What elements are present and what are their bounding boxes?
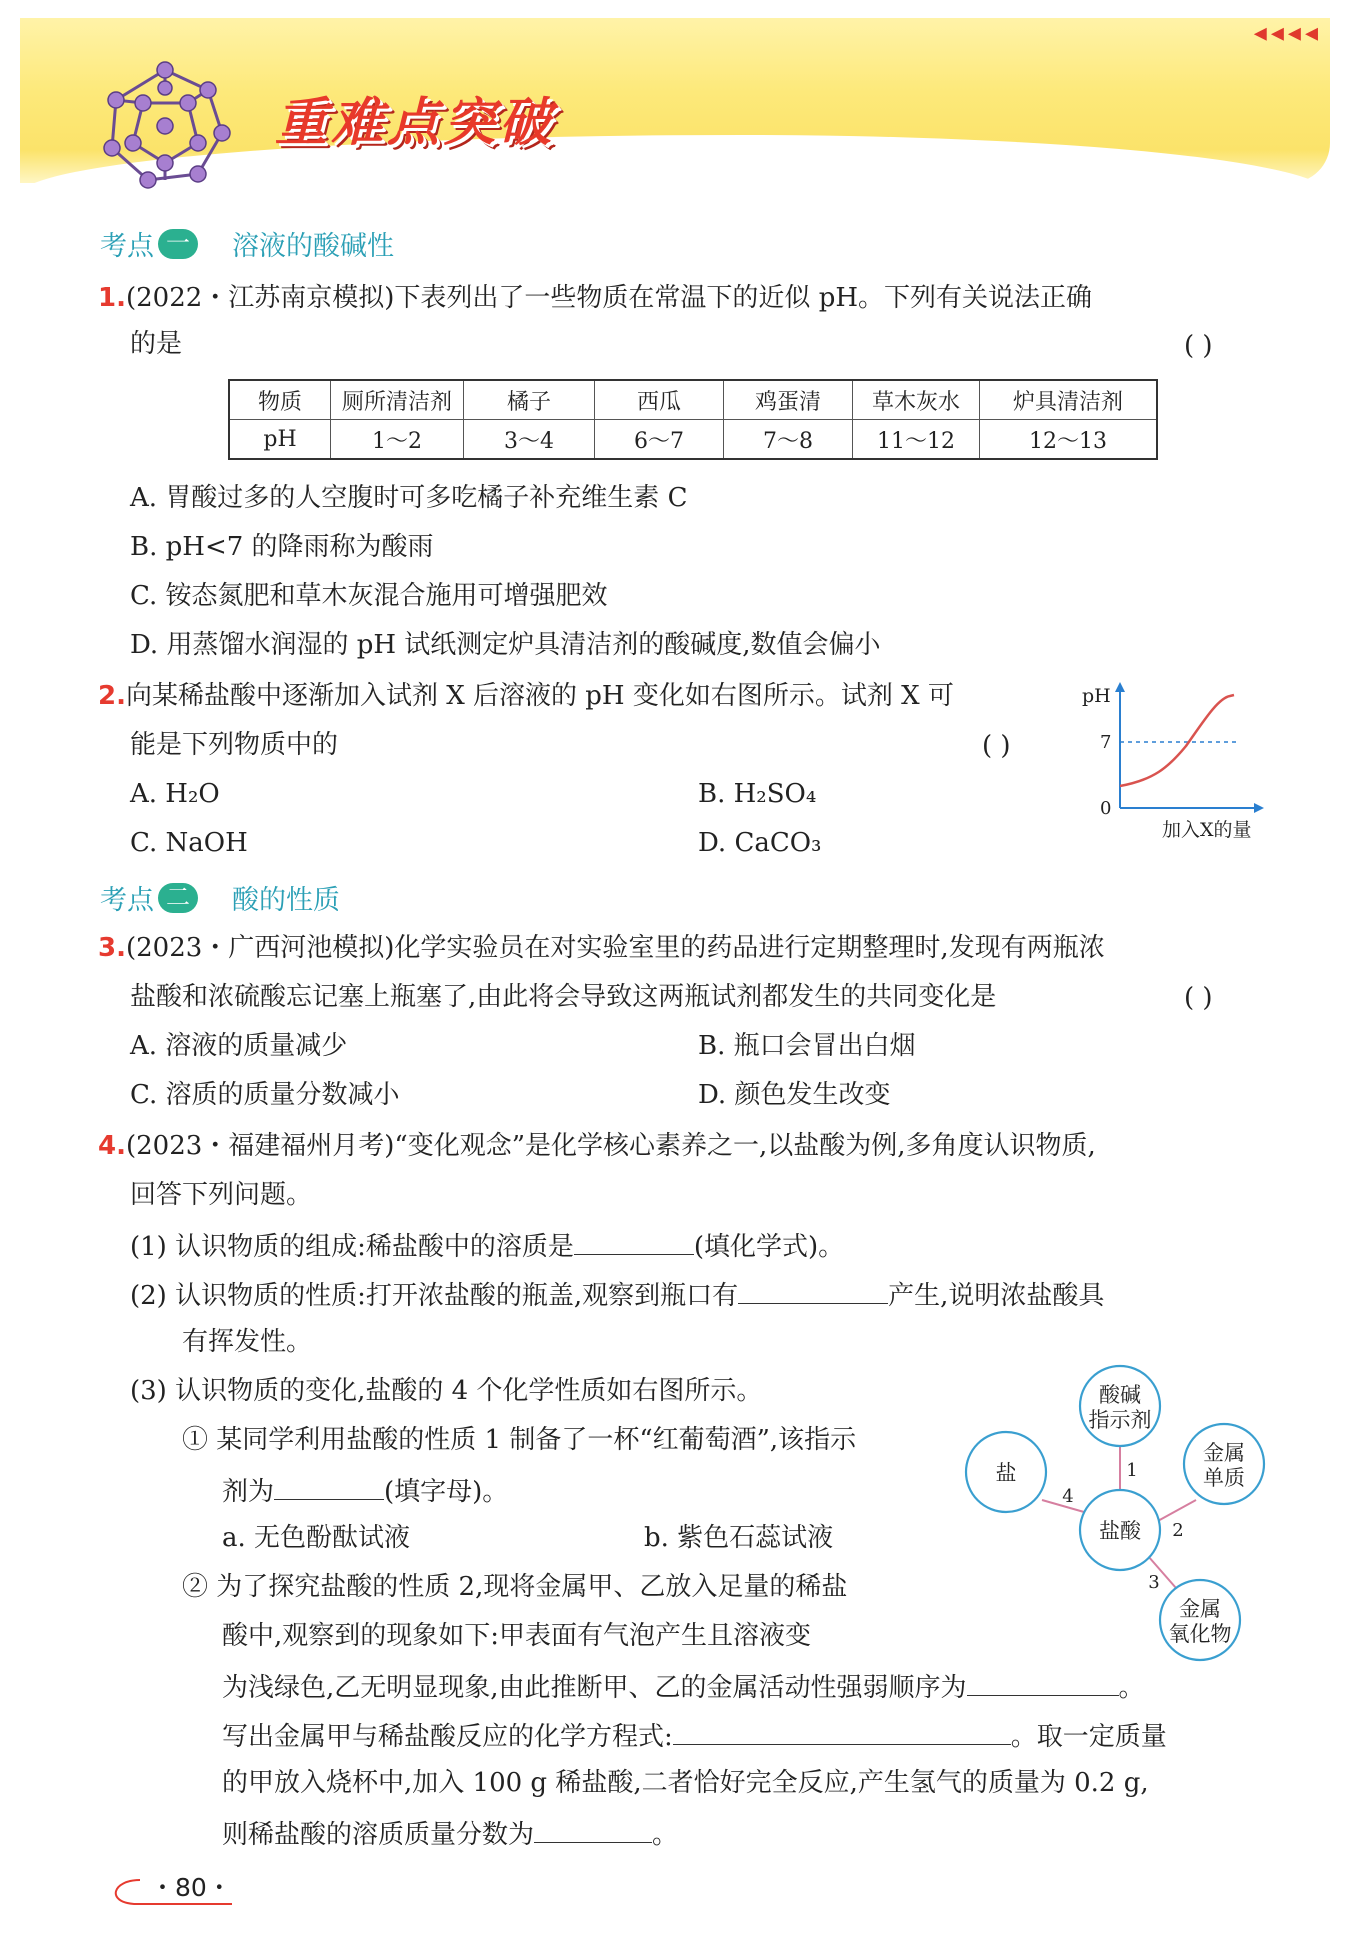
q2-option-a: A. H₂O [130,779,220,809]
center-node-label: 盐酸 [1099,1519,1141,1543]
question-number: 3. [98,933,126,963]
table-cell: 12～13 [980,420,1158,460]
origin-label: 0 [1100,798,1112,819]
table-cell: 物质 [229,380,331,420]
node-label: 金属 [1203,1441,1245,1465]
x-axis-arrow-icon [1254,803,1264,813]
answer-bracket: ( ) [1184,983,1213,1013]
q4-sub2-line1: ② 为了探究盐酸的性质 2,现将金属甲、乙放入足量的稀盐 [182,1572,848,1602]
ph-table [228,379,1158,460]
node-label: 指示剂 [1088,1408,1152,1432]
q1-stem: (2022・江苏南京模拟)下表列出了一些物质在常温下的近似 pH。下列有关说法正确 [125,283,1093,313]
table-cell: 炉具清洁剂 [980,380,1158,420]
answer-blank[interactable] [967,1667,1119,1696]
ph-curve [1120,695,1234,786]
section-label: 考点 [100,231,154,262]
q4-part1-text: (1) 认识物质的组成:稀盐酸中的溶质是 [130,1232,574,1262]
q4-stem: (2023・福建福州月考)“变化观念”是化学核心素养之一,以盐酸为例,多角度认识物质, [125,1131,1096,1161]
q4-line2: 回答下列问题。 [130,1180,313,1210]
node-label: 盐 [995,1461,1017,1485]
table-cell: 1～2 [331,420,464,460]
q4-sub1-option-b: b. 紫色石蕊试液 [644,1523,834,1553]
q4-sub1-suffix: (填字母)。 [384,1477,509,1507]
table-cell: 3～4 [464,420,595,460]
q4-part2-text: (2) 认识物质的性质:打开浓盐酸的瓶盖,观察到瓶口有 [130,1281,739,1311]
q4-sub2-fraction-text: 则稀盐酸的溶质质量分数为 [222,1820,535,1850]
table-cell: 草木灰水 [853,380,980,420]
y-tick-7: 7 [1100,732,1112,753]
table-cell: pH [229,420,331,460]
section-number-badge: 二 [158,883,198,913]
fullerene-molecule-icon [98,58,233,193]
q3-option-b: B. 瓶口会冒出白烟 [698,1031,916,1061]
section-name: 溶液的酸碱性 [232,231,394,262]
answer-blank[interactable] [738,1275,888,1304]
q1-option-b: B. pH<7 的降雨称为酸雨 [130,532,434,562]
x-axis-label: 加入X的量 [1162,819,1252,841]
q2-stem: 向某稀盐酸中逐渐加入试剂 X 后溶液的 pH 变化如右图所示。试剂 X 可 [125,681,954,711]
y-axis-arrow-icon [1115,682,1125,692]
q4-sub2-text: 为浅绿色,乙无明显现象,由此推断甲、乙的金属活动性强弱顺序为 [222,1673,967,1703]
q4-part2 [130,1275,1104,1314]
q4-sub2-line2: 酸中,观察到的现象如下:甲表面有气泡产生且溶液变 [222,1621,812,1651]
edge-label: 2 [1172,1520,1184,1541]
question-number: 1. [98,283,126,313]
ph-curve-chart [1078,678,1278,844]
section-name: 酸的性质 [232,885,340,916]
table-cell: 7～8 [724,420,853,460]
q4-sub2-line6 [222,1814,678,1853]
q2-option-d: D. CaCO₃ [698,828,822,858]
q2-option-c: C. NaOH [130,828,248,858]
q4-part3: (3) 认识物质的变化,盐酸的 4 个化学性质如右图所示。 [130,1376,763,1406]
hcl-properties-diagram [960,1360,1280,1670]
table-cell: 西瓜 [595,380,724,420]
edge-label: 3 [1148,1572,1160,1593]
page-title: 重难点突破 [275,93,556,153]
table-cell: 橘子 [464,380,595,420]
table-cell: 厕所清洁剂 [331,380,464,420]
table-row [229,380,1157,420]
q4-sub2-equation-text: 写出金属甲与稀盐酸反应的化学方程式: [222,1722,673,1752]
edge-label: 1 [1126,1460,1138,1481]
node-label: 单质 [1203,1466,1245,1490]
table-cell: 鸡蛋清 [724,380,853,420]
answer-blank[interactable] [673,1716,1011,1745]
q4-sub1-text: 剂为 [222,1477,275,1507]
node-label: 酸碱 [1099,1383,1141,1407]
question-number: 4. [98,1131,126,1161]
node-label: 氧化物 [1168,1622,1232,1646]
q3-option-d: D. 颜色发生改变 [698,1080,891,1110]
q4-sub2-equation-suffix: 。取一定质量 [1010,1722,1167,1752]
q4-sub1-option-a: a. 无色酚酞试液 [222,1523,411,1553]
question-number: 2. [98,681,126,711]
answer-bracket: ( ) [982,731,1011,761]
section-number-badge: 一 [158,229,198,259]
q4-sub2-line5: 的甲放入烧杯中,加入 100 g 稀盐酸,二者恰好完全反应,产生氢气的质量为 0.2 g, [222,1768,1149,1798]
page-number: ・80・ [150,1873,232,1902]
section-heading-1 [100,224,394,263]
q4-sub2-suffix: 。 [1118,1673,1145,1703]
q1-option-d: D. 用蒸馏水润湿的 pH 试纸测定炉具清洁剂的酸碱度,数值会偏小 [130,630,881,660]
q3-option-c: C. 溶质的质量分数减小 [130,1080,400,1110]
q3-line1 [98,930,1105,966]
q4-part1-suffix: (填化学式)。 [693,1232,845,1262]
table-row [229,420,1157,460]
answer-blank[interactable] [574,1226,694,1255]
q4-line1 [98,1128,1096,1164]
node-label: 金属 [1179,1597,1221,1621]
section-label: 考点 [100,885,154,916]
y-axis-label: pH [1082,685,1111,707]
q1-option-c: C. 铵态氮肥和草木灰混合施用可增强肥效 [130,581,608,611]
table-cell: 11～12 [853,420,980,460]
q1-line2: 的是 [130,329,183,359]
q3-stem: (2023・广西河池模拟)化学实验员在对实验室里的药品进行定期整理时,发现有两瓶浓 [125,933,1105,963]
q4-sub1-line2 [222,1471,508,1510]
section-heading-2 [100,878,340,917]
q1-line1 [98,280,1092,316]
q4-sub1-line1: ① 某同学利用盐酸的性质 1 制备了一杯“红葡萄酒”,该指示 [182,1425,857,1455]
q4-sub2-line3 [222,1667,1145,1706]
q3-option-a: A. 溶液的质量减少 [130,1031,348,1061]
table-cell: 6～7 [595,420,724,460]
q4-part1 [130,1226,844,1265]
q3-line2: 盐酸和浓硫酸忘记塞上瓶塞了,由此将会导致这两瓶试剂都发生的共同变化是 [130,982,997,1012]
q2-option-b: B. H₂SO₄ [698,779,817,809]
answer-blank[interactable] [274,1471,384,1500]
q4-sub2-line4 [222,1716,1167,1755]
arrow-decoration-icon: ◂◂◂◂ [1253,18,1322,48]
answer-blank[interactable] [534,1814,652,1843]
q4-part2-cont: 有挥发性。 [182,1327,313,1357]
q1-option-a: A. 胃酸过多的人空腹时可多吃橘子补充维生素 C [130,483,688,513]
q4-sub2-fraction-suffix: 。 [652,1820,679,1850]
answer-bracket: ( ) [1184,331,1213,361]
q2-line1 [98,678,954,714]
q4-part2-suffix: 产生,说明浓盐酸具 [888,1281,1105,1311]
edge-label: 4 [1062,1486,1074,1507]
q2-line2: 能是下列物质中的 [130,730,339,760]
